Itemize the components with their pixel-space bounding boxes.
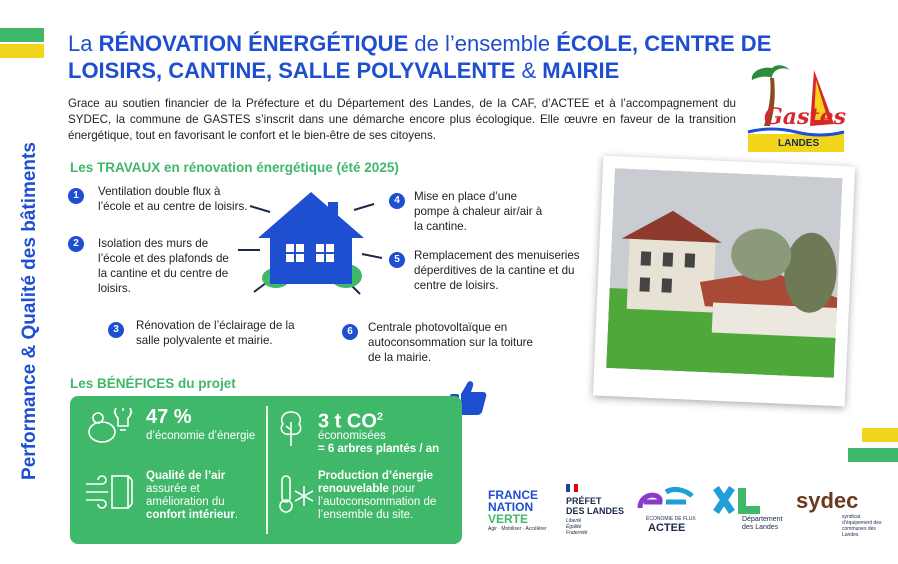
departement-landes-logo xyxy=(712,486,782,536)
marianne-icon xyxy=(566,484,578,492)
travaux-item-6: Centrale photovoltaïque en autoconsommation sur la toiture de la mairie. xyxy=(368,321,533,364)
landes-logo-text: LANDES xyxy=(778,138,820,149)
travaux-heading: Les TRAVAUX en rénovation énergétique (été 2025) xyxy=(70,160,399,175)
co2-trees: = 6 arbres plantés / an xyxy=(318,443,440,455)
co2-value: 3 t $CO^2$ xyxy=(318,410,384,433)
prefet-landes-logo xyxy=(566,484,626,538)
decor-yellow-bar-right xyxy=(862,428,898,442)
decor-green-bar-right xyxy=(848,448,898,462)
benefices-panel xyxy=(70,396,462,544)
travaux-item-4: Mise en place d’une pompe à chaleur air/air à la cantine. xyxy=(414,190,543,233)
sydec-logo xyxy=(796,488,886,540)
actee-text: ACTEE xyxy=(648,522,686,534)
co2-label: économisées xyxy=(318,430,386,442)
piggy-bulb-icon xyxy=(84,408,134,448)
prefet-motto: Liberté Égalité Fraternité xyxy=(566,518,588,536)
travaux-number-1: 1 xyxy=(68,188,84,204)
fnv-tagline: Agir · Mobiliser · Accélérer xyxy=(488,526,547,532)
travaux-item-5: Remplacement des menuiseries déperditives de la cantine et du centre de loisirs. xyxy=(414,249,580,292)
co2-subscript: 2 xyxy=(376,411,384,423)
actee-logo xyxy=(636,486,700,536)
decor-green-bar xyxy=(0,28,44,42)
travaux-number-5: 5 xyxy=(389,252,405,268)
air-quality-text: Qualité de l’air assurée et amélioration du confort intérieur. xyxy=(146,470,239,521)
gastes-logo-text: Gastes xyxy=(764,104,846,130)
fnv-line-2: NATION xyxy=(488,500,534,514)
decor-yellow-bar xyxy=(0,44,44,58)
travaux-item-1: Ventilation double flux à l’école et au centre de loisirs. xyxy=(98,185,248,213)
gastes-logo xyxy=(742,60,850,156)
fnv-line-3: VERTE xyxy=(488,512,529,526)
benefices-heading: Les BÉNÉFICES du projet xyxy=(70,376,236,391)
fnv-line-1: FRANCE xyxy=(488,488,538,502)
prefet-line-2: DES LANDES xyxy=(566,506,625,516)
dept-text: Département des Landes xyxy=(742,516,783,531)
travaux-number-2: 2 xyxy=(68,236,84,252)
sydec-text: sydec xyxy=(796,488,859,513)
travaux-item-3: Rénovation de l’éclairage de la salle polyvalente et mairie. xyxy=(136,319,295,347)
intro-paragraph: Grace au soutien financier de la Préfecture et du Département des Landes, de la CAF, d’ACTEE et à l’accompagnement du SYDEC, la commune de GASTES s’inscrit dans une démarche encore plus écologique. Elle œuvre en faveur de la transition énergétique, tout en favorisant le confort et le bien-être de ses citoyens. xyxy=(68,97,736,142)
building-photo xyxy=(606,168,843,378)
travaux-number-3: 3 xyxy=(108,322,124,338)
prefet-line-1: PRÉFET xyxy=(566,496,602,506)
renewable-text: Production d’énergie renouvelable pour l’autoconsommation de l’ensemble du site. xyxy=(318,470,437,521)
travaux-item-2: Isolation des murs de l’école et des plafonds de la cantine et du centre de loisirs. xyxy=(98,237,229,295)
thermometer-snowflake-icon xyxy=(274,472,314,516)
travaux-number-6: 6 xyxy=(342,324,358,340)
energy-label: d’économie d’énergie xyxy=(146,430,256,442)
energy-value: 47 % xyxy=(146,406,192,428)
france-nation-verte-logo xyxy=(488,488,552,536)
side-title: Performance & Qualité des bâtiments xyxy=(19,142,40,480)
page-title: La RÉNOVATION ÉNERGÉTIQUE de l’ensemble ÉCOLE, CENTRE DE LOISIRS, CANTINE, SALLE POLYVALENTE & MAIRIE xyxy=(68,31,772,83)
benefices-divider xyxy=(266,406,268,534)
travaux-number-4: 4 xyxy=(389,193,405,209)
sydec-tagline: syndicat d’équipement des communes des Landes xyxy=(842,514,882,538)
air-flow-icon xyxy=(84,472,134,512)
house-icon xyxy=(236,180,386,300)
actee-tagline: ÉCONOMIE DE FLUX xyxy=(646,516,696,522)
building-photo-frame xyxy=(593,156,855,407)
tree-icon xyxy=(276,408,306,448)
